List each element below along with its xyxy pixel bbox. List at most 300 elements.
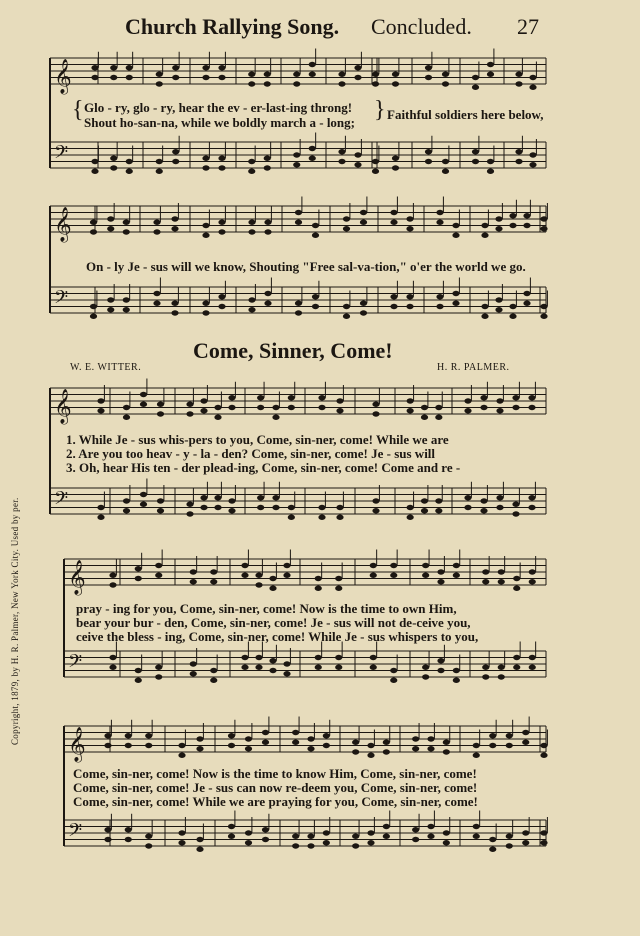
notehead — [245, 840, 252, 845]
lyric-line: bear your bur - den, Come, sin-ner, come! Je - sus will not de-ceive you, — [76, 615, 471, 630]
notehead — [523, 223, 530, 228]
notehead — [171, 216, 178, 221]
notehead — [228, 395, 235, 400]
notehead — [309, 156, 316, 161]
notehead — [437, 668, 444, 673]
notehead — [452, 223, 459, 228]
notehead — [202, 301, 209, 306]
lyric-line: ceive the bless - ing, Come, sin-ner, come! While Je - sus whispers to you, — [76, 629, 479, 644]
notehead — [529, 85, 536, 90]
notehead — [312, 223, 319, 228]
lyric-line: Glo - ry, glo - ry, hear the ev - er-last-ing throng! — [84, 100, 353, 115]
notehead — [352, 843, 359, 848]
notehead — [453, 678, 460, 683]
notehead — [354, 75, 361, 80]
notehead — [496, 495, 503, 500]
notehead — [427, 834, 434, 839]
notehead — [126, 159, 133, 164]
notehead — [125, 733, 132, 738]
notehead — [383, 749, 390, 754]
notehead — [515, 159, 522, 164]
notehead — [104, 743, 111, 748]
notehead — [540, 216, 547, 221]
notehead — [292, 834, 299, 839]
notehead — [481, 223, 488, 228]
notehead — [529, 665, 536, 670]
notehead — [272, 495, 279, 500]
notehead — [481, 233, 488, 238]
notehead — [307, 843, 314, 848]
notehead — [360, 310, 367, 315]
notehead — [264, 220, 271, 225]
notehead — [442, 81, 449, 86]
notehead — [107, 297, 114, 302]
notehead — [370, 665, 377, 670]
notehead — [292, 730, 299, 735]
notehead — [318, 515, 325, 520]
notehead — [248, 159, 255, 164]
notehead — [509, 304, 516, 309]
notehead — [228, 834, 235, 839]
notehead — [372, 72, 379, 77]
notehead — [522, 730, 529, 735]
notehead — [264, 165, 271, 170]
notehead — [338, 159, 345, 164]
notehead — [196, 746, 203, 751]
notehead — [523, 213, 530, 218]
notehead — [200, 505, 207, 510]
notehead — [540, 226, 547, 231]
notehead — [372, 159, 379, 164]
notehead — [464, 408, 471, 413]
notehead — [513, 665, 520, 670]
notehead — [315, 576, 322, 581]
notehead — [487, 72, 494, 77]
notehead — [421, 498, 428, 503]
notehead — [336, 505, 343, 510]
notehead — [178, 753, 185, 758]
notehead — [264, 156, 271, 161]
notehead — [453, 668, 460, 673]
notehead — [155, 665, 162, 670]
notehead — [540, 753, 547, 758]
notehead — [323, 840, 330, 845]
notehead — [453, 563, 460, 568]
notehead — [202, 233, 209, 238]
notehead — [315, 655, 322, 660]
notehead — [529, 152, 536, 157]
notehead — [257, 405, 264, 410]
notehead — [452, 233, 459, 238]
notehead — [245, 736, 252, 741]
notehead — [427, 736, 434, 741]
notehead — [392, 156, 399, 161]
notehead — [295, 301, 302, 306]
notehead — [464, 495, 471, 500]
notehead — [407, 408, 414, 413]
notehead — [473, 834, 480, 839]
bass-clef-icon: 𝄢 — [54, 488, 69, 514]
notehead — [178, 830, 185, 835]
notehead — [529, 655, 536, 660]
notehead — [482, 569, 489, 574]
notehead — [90, 314, 97, 319]
notehead — [228, 824, 235, 829]
notehead — [155, 674, 162, 679]
notehead — [157, 508, 164, 513]
notehead — [453, 573, 460, 578]
notehead — [309, 62, 316, 67]
notehead — [241, 573, 248, 578]
notehead — [283, 661, 290, 666]
bass-clef-icon: 𝄢 — [54, 287, 69, 313]
notehead — [540, 830, 547, 835]
notehead — [443, 749, 450, 754]
notehead — [489, 847, 496, 852]
notehead — [473, 753, 480, 758]
notehead — [262, 740, 269, 745]
notehead — [109, 665, 116, 670]
notehead — [91, 75, 98, 80]
notehead — [123, 220, 130, 225]
notehead — [480, 395, 487, 400]
notehead — [523, 291, 530, 296]
notehead — [196, 736, 203, 741]
notehead — [145, 834, 152, 839]
notehead — [186, 411, 193, 416]
notehead — [202, 75, 209, 80]
notehead — [104, 733, 111, 738]
notehead — [178, 840, 185, 845]
lyric-line: Come, sin-ner, come! While we are praying for you, Come, sin-ner, come! — [73, 794, 478, 809]
notehead — [90, 220, 97, 225]
notehead — [288, 405, 295, 410]
notehead — [498, 579, 505, 584]
lyric-line: 1. While Je - sus whis-pers to you, Come, sin-ner, come! While we are — [66, 432, 449, 447]
notehead — [288, 505, 295, 510]
notehead — [157, 498, 164, 503]
notehead — [506, 733, 513, 738]
notehead — [529, 569, 536, 574]
notehead — [218, 65, 225, 70]
notehead — [495, 216, 502, 221]
notehead — [283, 573, 290, 578]
notehead — [210, 668, 217, 673]
notehead — [390, 668, 397, 673]
notehead — [318, 405, 325, 410]
notehead — [90, 229, 97, 234]
notehead — [425, 159, 432, 164]
notehead — [360, 210, 367, 215]
notehead — [412, 827, 419, 832]
notehead — [443, 740, 450, 745]
notehead — [255, 573, 262, 578]
notehead — [370, 655, 377, 660]
notehead — [245, 830, 252, 835]
notehead — [248, 229, 255, 234]
notehead — [406, 216, 413, 221]
notehead — [343, 216, 350, 221]
treble-clef-icon: 𝄞 — [54, 207, 72, 242]
notehead — [307, 834, 314, 839]
treble-clef-icon: 𝄞 — [54, 59, 72, 94]
notehead — [264, 81, 271, 86]
notehead — [307, 736, 314, 741]
notehead — [540, 304, 547, 309]
notehead — [480, 498, 487, 503]
notehead — [257, 495, 264, 500]
notehead — [354, 152, 361, 157]
notehead — [489, 837, 496, 842]
notehead — [522, 740, 529, 745]
notehead — [272, 405, 279, 410]
notehead — [323, 830, 330, 835]
notehead — [481, 304, 488, 309]
notehead — [214, 495, 221, 500]
notehead — [248, 169, 255, 174]
notehead — [126, 169, 133, 174]
notehead — [97, 515, 104, 520]
notehead — [436, 220, 443, 225]
notehead — [248, 297, 255, 302]
notehead — [360, 220, 367, 225]
notehead — [155, 563, 162, 568]
notehead — [425, 75, 432, 80]
notehead — [435, 508, 442, 513]
notehead — [370, 573, 377, 578]
notehead — [210, 678, 217, 683]
notehead — [145, 743, 152, 748]
notehead — [248, 307, 255, 312]
notehead — [123, 307, 130, 312]
notehead — [312, 294, 319, 299]
notehead — [228, 508, 235, 513]
notehead — [383, 740, 390, 745]
notehead — [372, 411, 379, 416]
notehead — [125, 827, 132, 832]
notehead — [498, 569, 505, 574]
bass-clef-icon: 𝄢 — [68, 651, 83, 677]
notehead — [436, 304, 443, 309]
notehead — [487, 169, 494, 174]
author-credit: W. E. WITTER. — [70, 362, 142, 373]
notehead — [135, 566, 142, 571]
notehead — [464, 505, 471, 510]
notehead — [352, 740, 359, 745]
notehead — [125, 743, 132, 748]
notehead — [512, 405, 519, 410]
notehead — [540, 840, 547, 845]
notehead — [390, 220, 397, 225]
notehead — [295, 220, 302, 225]
notehead — [269, 586, 276, 591]
notehead — [436, 210, 443, 215]
notehead — [123, 498, 130, 503]
notehead — [360, 301, 367, 306]
notehead — [412, 736, 419, 741]
notehead — [392, 165, 399, 170]
notehead — [145, 733, 152, 738]
notehead — [186, 511, 193, 516]
notehead — [190, 671, 197, 676]
notehead — [125, 837, 132, 842]
song-subtitle: Concluded. — [371, 14, 472, 39]
notehead — [241, 655, 248, 660]
notehead — [383, 824, 390, 829]
notehead — [156, 159, 163, 164]
notehead — [390, 678, 397, 683]
notehead — [153, 291, 160, 296]
verse-brace: } — [374, 97, 386, 123]
notehead — [186, 502, 193, 507]
notehead — [202, 310, 209, 315]
notehead — [110, 65, 117, 70]
notehead — [200, 408, 207, 413]
notehead — [241, 563, 248, 568]
notehead — [528, 395, 535, 400]
notehead — [480, 405, 487, 410]
lyric-line: Come, sin-ner, come! Je - sus can now re-deem you, Come, sin-ner, come! — [73, 780, 478, 795]
notehead — [190, 569, 197, 574]
notehead — [272, 505, 279, 510]
notehead — [464, 398, 471, 403]
notehead — [218, 156, 225, 161]
notehead — [427, 824, 434, 829]
notehead — [269, 658, 276, 663]
lyric-line: On - ly Je - sus will we know, Shouting "Free sal-va-tion," o'er the world we go. — [86, 259, 526, 274]
notehead — [288, 515, 295, 520]
notehead — [323, 733, 330, 738]
notehead — [372, 508, 379, 513]
notehead — [343, 314, 350, 319]
notehead — [214, 405, 221, 410]
notehead — [515, 72, 522, 77]
notehead — [515, 149, 522, 154]
lyric-line: Faithful soldiers here below, — [387, 107, 544, 122]
notehead — [496, 408, 503, 413]
notehead — [435, 415, 442, 420]
notehead — [472, 159, 479, 164]
notehead — [480, 508, 487, 513]
notehead — [110, 156, 117, 161]
notehead — [135, 576, 142, 581]
notehead — [406, 294, 413, 299]
notehead — [528, 495, 535, 500]
notehead — [109, 655, 116, 660]
notehead — [272, 415, 279, 420]
lyric-line: Shout ho-san-na, while we boldly march a - long; — [84, 115, 355, 130]
notehead — [422, 563, 429, 568]
notehead — [422, 665, 429, 670]
notehead — [262, 827, 269, 832]
notehead — [123, 508, 130, 513]
notehead — [218, 220, 225, 225]
notehead — [241, 665, 248, 670]
lyric-line: 2. Are you too heav - y - la - den? Come, sin-ner, come! Je - sus will — [66, 446, 436, 461]
notehead — [210, 579, 217, 584]
treble-clef-icon: 𝄞 — [68, 560, 86, 595]
notehead — [255, 655, 262, 660]
copyright-notice: Copyright, 1879, by H. R. Palmer, New York City. Used by per. — [10, 497, 20, 745]
notehead — [513, 655, 520, 660]
notehead — [390, 573, 397, 578]
notehead — [392, 72, 399, 77]
notehead — [435, 498, 442, 503]
notehead — [97, 408, 104, 413]
notehead — [338, 81, 345, 86]
notehead — [210, 569, 217, 574]
notehead — [248, 72, 255, 77]
notehead — [472, 149, 479, 154]
notehead — [482, 665, 489, 670]
notehead — [109, 582, 116, 587]
notehead — [421, 415, 428, 420]
notehead — [295, 310, 302, 315]
notehead — [522, 840, 529, 845]
notehead — [123, 415, 130, 420]
lyric-line: 3. Oh, hear His ten - der plead-ing, Come, sin-ner, come! Come and re - — [66, 460, 461, 475]
notehead — [200, 495, 207, 500]
verse-brace: { — [72, 97, 84, 123]
notehead — [407, 398, 414, 403]
notehead — [110, 165, 117, 170]
notehead — [153, 301, 160, 306]
notehead — [218, 75, 225, 80]
notehead — [443, 830, 450, 835]
notehead — [257, 505, 264, 510]
notehead — [335, 655, 342, 660]
notehead — [335, 576, 342, 581]
notehead — [140, 502, 147, 507]
notehead — [288, 395, 295, 400]
notehead — [248, 220, 255, 225]
notehead — [452, 301, 459, 306]
notehead — [412, 837, 419, 842]
notehead — [97, 505, 104, 510]
notehead — [318, 505, 325, 510]
notehead — [145, 843, 152, 848]
notehead — [421, 508, 428, 513]
notehead — [487, 159, 494, 164]
notehead — [140, 492, 147, 497]
notehead — [338, 149, 345, 154]
notehead — [407, 515, 414, 520]
notehead — [202, 156, 209, 161]
notehead — [262, 730, 269, 735]
notehead — [262, 837, 269, 842]
notehead — [390, 210, 397, 215]
notehead — [437, 569, 444, 574]
notehead — [293, 162, 300, 167]
notehead — [367, 830, 374, 835]
notehead — [336, 408, 343, 413]
notehead — [513, 586, 520, 591]
notehead — [135, 678, 142, 683]
notehead — [496, 398, 503, 403]
notehead — [498, 674, 505, 679]
notehead — [343, 226, 350, 231]
notehead — [338, 72, 345, 77]
notehead — [343, 304, 350, 309]
notehead — [202, 223, 209, 228]
notehead — [202, 165, 209, 170]
notehead — [107, 226, 114, 231]
notehead — [196, 847, 203, 852]
notehead — [140, 392, 147, 397]
lyric-line: Come, sin-ner, come! Now is the time to know Him, Come, sin-ner, come! — [73, 766, 477, 781]
notehead — [218, 294, 225, 299]
notehead — [264, 72, 271, 77]
